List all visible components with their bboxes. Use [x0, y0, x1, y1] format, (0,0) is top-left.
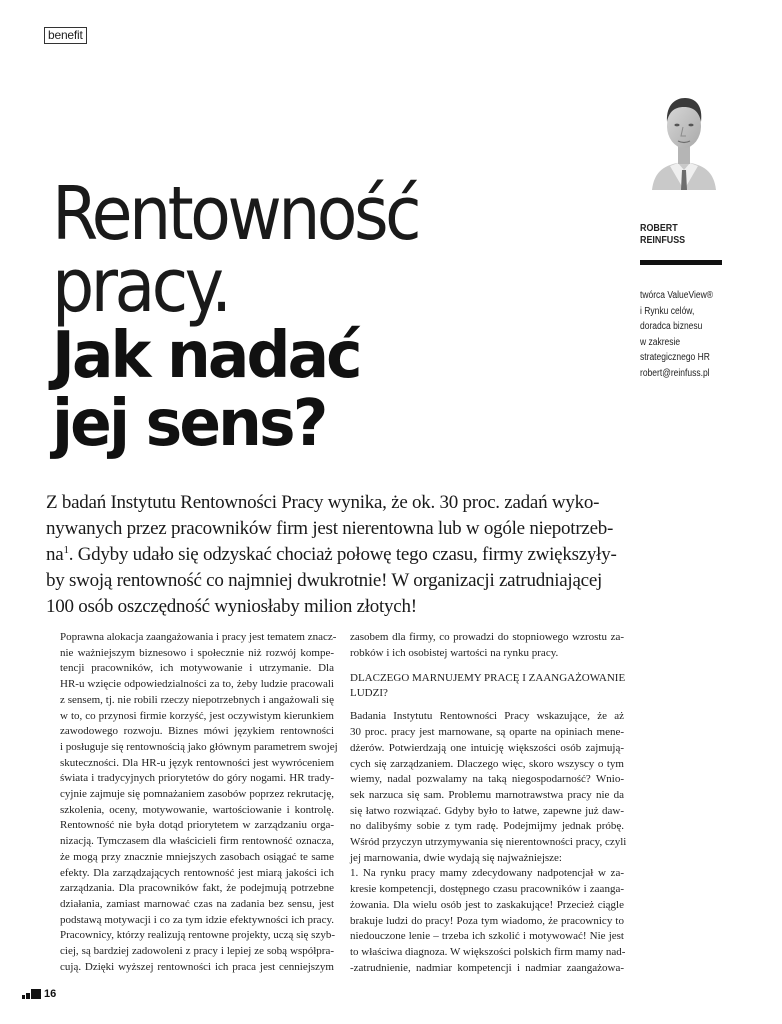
- body-line: ciej, są bardziej zadowoleni z pracy i lepiej ze sobą współpra-: [60, 945, 334, 958]
- body-column-left: [60, 630, 338, 975]
- body-column-right: [350, 630, 627, 976]
- body-line: cują. Dzięki wyższej rentowności ich praca jest cenniejszym: [60, 960, 334, 973]
- body-line: Poprawna alokacja zaangażowania i pracy jest tematem znacz-: [60, 631, 337, 643]
- body-line: z sensem, tj. nie robili rzeczy niepotrzebnych i angażowali się: [60, 693, 334, 706]
- author-photo: [650, 94, 718, 190]
- page-marker-icon: [22, 989, 42, 999]
- body-line: się łatwo rozwiązać. Gdyby było to łatwe, zapewne już daw-: [350, 804, 624, 817]
- headline-bold-line: Jak nadać: [52, 319, 360, 393]
- body-line: skuteczności. Dla HR-u język rentowności jest wywróceniem: [60, 756, 334, 769]
- body-line: szkolenia, oceny, motywowanie, wartościowanie i kontrolę.: [60, 803, 334, 816]
- headline-line: Rentowność: [52, 171, 419, 257]
- body-line: nie ważniejszym biznesowo i społecznie niż rozwój kompe-: [60, 646, 334, 659]
- body-line: Wśród przyczyn utrzymywania się nierentowności pracy, czyli: [350, 836, 627, 849]
- body-line: 1. Na rynku pracy mamy zdecydowany nadpotencjał w za-: [350, 867, 624, 880]
- author-bio-line: doradca biznesu: [640, 321, 703, 332]
- body-line: działania, zamiast marnować czas na zadania bez sensu, jest: [60, 897, 334, 910]
- author-divider: [640, 260, 722, 265]
- lead-line-end: . Gdyby udało się odzyskać chociaż połowę tego czasu, firmy zwiększyły-: [68, 544, 617, 565]
- body-line: jej marnowania, dwie wydają się najważniejsze:: [350, 851, 562, 864]
- body-line: 30 proc. pracy jest marnowane, są oparte na opiniach mene-: [350, 726, 624, 739]
- section-tag: benefit: [44, 27, 87, 44]
- author-bio-line: w zakresie: [640, 336, 681, 348]
- body-line: zawodowego rozwoju. Biznes mówi językiem rentowności: [60, 725, 334, 738]
- body-line: no dalibyśmy sobie z tym radę. Podejmijmy jednak próbę.: [350, 820, 624, 833]
- body-line: niedouczone lenie – trzeba ich szkolić i motywować! Nie jest: [350, 930, 624, 943]
- body-line: Badania Instytutu Rentowności Pracy wskazujące, że aż: [350, 710, 624, 723]
- body-line: HR-u wzięcie odpowiedzialności za to, żeby ludzie pracowali: [60, 678, 334, 691]
- body-line: tencji pracowników, ich motywowanie i utrzymanie. Dla: [60, 662, 334, 675]
- body-line: -zatrudnienie, nadmiar kompetencji i nadmiar zaangażowa-: [350, 961, 624, 974]
- author-bio-line: i Rynku celów,: [640, 305, 695, 317]
- section-subheading: [350, 671, 624, 701]
- author-last-name: REINFUSS: [640, 234, 686, 246]
- body-line: że mogą przy znacznie mniejszych zasobach osiągać te same: [60, 850, 334, 863]
- lead-line: by swoją rentowność co najmniej dwukrotnie! W organizacji zatrudniającej: [46, 570, 603, 591]
- subheading-line: DLACZEGO MARNUJEMY PRACĘ I ZAANGAŻOWANIE: [350, 672, 626, 685]
- body-line: Rentowność nie była dotąd priorytetem w zarządzaniu orga-: [60, 819, 334, 832]
- author-bio-line: strategicznego HR: [640, 352, 710, 363]
- body-line: wiemy, nadal pozwalamy na taką niegospodarność? Wnio-: [350, 773, 624, 786]
- page-number: 16: [44, 988, 57, 1000]
- body-line: efekty. Dla zarządzających rentowność jest miarą jakości ich: [60, 866, 334, 879]
- body-line: brakuje ludzi do pracy! Poza tym wiadomo, że pracownicy to: [350, 914, 624, 927]
- body-line: to właściwa diagnoza. W większości polskich firm mamy nad-: [350, 945, 626, 958]
- footnote-marker: 1: [63, 544, 69, 556]
- lead-line: nywanych przez pracowników firm jest nierentowna lub w ogóle niepotrzeb-: [46, 518, 614, 539]
- article-headline: [52, 171, 612, 461]
- body-line: nizacją. Tymczasem dla właścicieli firm rentowność oznacza,: [60, 835, 334, 848]
- body-line: cyjnie zajmuje się pomnażaniem zasobów poprzez rekrutację,: [60, 788, 334, 801]
- author-name: [640, 222, 685, 246]
- author-bio-line: twórca ValueView®: [640, 290, 714, 301]
- lead-line: Z badań Instytutu Rentowności Pracy wynika, że ok. 30 proc. zadań wyko-: [46, 492, 600, 513]
- body-line: i posługuje się rentownością jako głównym parametrem swojej: [60, 740, 338, 753]
- body-line: w to, co przynosi firmie korzyść, jest oczywistym kierunkiem: [60, 709, 334, 722]
- body-line: zasobem dla firmy, co prowadzi do stopniowego wzrostu za-: [350, 631, 624, 643]
- lead-paragraph: [46, 490, 626, 620]
- body-line: żowania. Dla wielu osób jest to zaskakujące! Przecież ciągle: [350, 898, 624, 911]
- body-line: dżerów. Potwierdzają one intuicję większości osób zajmują-: [350, 741, 624, 754]
- body-line: Pracownicy, którzy realizują rentowne projekty, uczą się szyb-: [60, 929, 335, 942]
- body-line: podstawą motywacji i co za tym idzie efektywności ich pracy.: [60, 913, 334, 926]
- author-bio: [640, 288, 725, 381]
- body-line: kresie kompetencji, dostępnego czasu pracowników i zaanga-: [350, 883, 624, 896]
- lead-line-start: na: [46, 544, 64, 565]
- author-email: robert@reinfuss.pl: [640, 367, 710, 379]
- body-line: zarządzania. Dla pracowników fakt, że podejmują potrzebne: [60, 882, 334, 895]
- author-first-name: ROBERT: [640, 222, 678, 234]
- body-line: sek narzuca się sam. Problemu marnotrawstwa pracy nie da: [350, 788, 624, 801]
- body-line: robków i ich osobistej wartości na rynku pracy.: [350, 646, 559, 659]
- lead-line: 100 osób oszczędność wyniosłaby milion złotych!: [46, 596, 417, 617]
- subheading-line: LUDZI?: [350, 687, 388, 700]
- body-line: cych się zarządzaniem. Dlaczego więc, skoro wszyscy o tym: [350, 757, 624, 770]
- headline-bold-line: jej sens?: [52, 387, 326, 461]
- lead-line: [46, 542, 626, 568]
- headline-line: pracy.: [52, 243, 229, 329]
- body-line: świata i tradycyjnych priorytetów do góry nogami. HR trady-: [60, 772, 334, 785]
